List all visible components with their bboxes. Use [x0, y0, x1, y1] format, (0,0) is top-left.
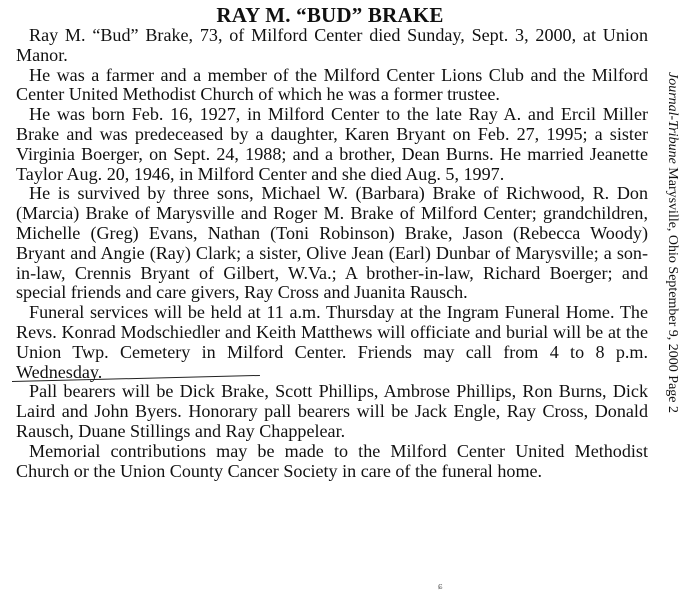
obituary-body	[16, 26, 648, 481]
paragraph-birth-family: He was born Feb. 16, 1927, in Milford Center to the late Ray A. and Ercil Miller Brake and was predeceased by a daughter, Karen Bryant on Feb. 27, 1995; a sister Virginia Boerger, on Sept. 24, 1988; and a brother, Dean Burns. He married Jeanette Taylor Aug. 20, 1946, in Milford Center and she died Aug. 5, 1997.	[16, 104, 648, 184]
scan-mark: ɕ	[438, 581, 443, 592]
paragraph-memberships: He was a farmer and a member of the Milford Center Lions Club and the Milford Center United Methodist Church of which he was a former trustee.	[16, 64, 648, 105]
newspaper-name: Journal-Tribune	[665, 72, 680, 164]
paragraph-death-notice: Ray M. “Bud” Brake, 73, of Milford Center died Sunday, Sept. 3, 2000, at Union Manor.	[16, 25, 648, 65]
obituary-headline: RAY M. “BUD” BRAKE	[216, 3, 444, 27]
paragraph-survivors: He is survived by three sons, Michael W. (Barbara) Brake of Richwood, R. Don (Marcia) Brake of Marysville and Roger M. Brake of Milford Center; grandchildren, Michelle (Greg) Evans, Nathan (Toni Robinson) Brake, Jason (Rebecca Woody) Bryant and Angie (Ray) Clark; a sister, Olive Jean (Earl) Dunbar of Marysville; a son-in-law, Crennis Bryant of Gilbert, W.Va.; A brother-in-law, Richard Boerger; and special friends and care givers, Ray Cross and Juanita Rausch.	[16, 183, 648, 303]
paragraph-memorial-contributions: Memorial contributions may be made to the Milford Center United Methodist Church or the Union County Cancer Society in care of the funeral home.	[16, 440, 648, 481]
citation-details: Marysville, Ohio September 9, 2000 Page 2	[665, 163, 680, 414]
paragraph-pall-bearers: Pall bearers will be Dick Brake, Scott Phillips, Ambrose Phillips, Ron Burns, Dick Laird and John Byers. Honorary pall bearers will be Jack Engle, Ray Cross, Donald Rausch, Duane Stillings and Ray Chappelear.	[16, 381, 648, 441]
source-citation	[664, 72, 680, 413]
paragraph-funeral-services: Funeral services will be held at 11 a.m. Thursday at the Ingram Funeral Home. The Revs. Konrad Modschiedler and Keith Matthews will officiate and burial will be at the Union Twp. Cemetery in Milford Center. Friends may call from 4 to 8 p.m. Wednesday.	[16, 302, 648, 382]
